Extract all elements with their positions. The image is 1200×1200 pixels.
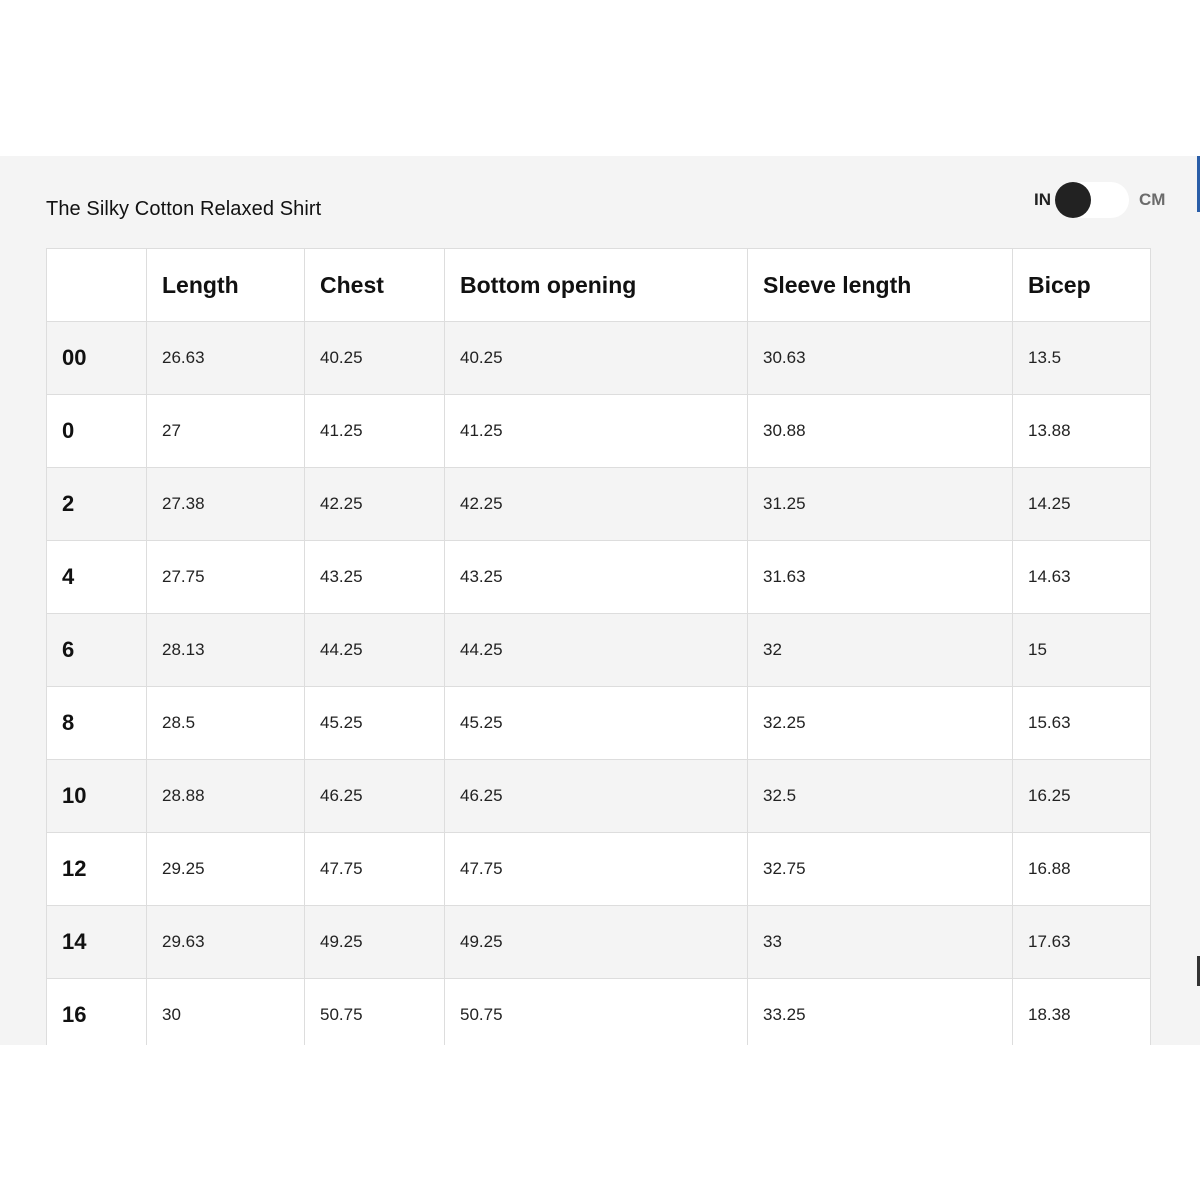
cell-size: 10 (47, 760, 147, 833)
cell-chest: 46.25 (305, 760, 445, 833)
table-body (47, 322, 1151, 1046)
cell-size: 00 (47, 322, 147, 395)
cell-sleeve-length: 32.25 (748, 687, 1013, 760)
cell-bicep: 17.63 (1013, 906, 1151, 979)
cell-bicep: 16.88 (1013, 833, 1151, 906)
header-length: Length (147, 249, 305, 322)
cell-size: 2 (47, 468, 147, 541)
table-row (47, 395, 1151, 468)
cell-bottom-opening: 47.75 (445, 833, 748, 906)
header-bottom-opening: Bottom opening (445, 249, 748, 322)
table-row (47, 541, 1151, 614)
cell-sleeve-length: 32 (748, 614, 1013, 687)
cell-bicep: 15.63 (1013, 687, 1151, 760)
cell-size: 4 (47, 541, 147, 614)
unit-label-in[interactable]: IN (1034, 190, 1051, 209)
cell-size: 6 (47, 614, 147, 687)
cell-bottom-opening: 45.25 (445, 687, 748, 760)
cell-length: 28.5 (147, 687, 305, 760)
cell-bicep: 13.88 (1013, 395, 1151, 468)
cell-bicep: 16.25 (1013, 760, 1151, 833)
unit-toggle[interactable] (1034, 182, 1165, 218)
cell-sleeve-length: 32.5 (748, 760, 1013, 833)
cell-sleeve-length: 32.75 (748, 833, 1013, 906)
cell-length: 26.63 (147, 322, 305, 395)
cell-chest: 47.75 (305, 833, 445, 906)
cell-chest: 40.25 (305, 322, 445, 395)
cell-size: 8 (47, 687, 147, 760)
unit-label-cm[interactable]: CM (1139, 190, 1166, 209)
table-row (47, 468, 1151, 541)
table-header-row (47, 249, 1151, 322)
unit-switch-knob[interactable] (1055, 182, 1091, 218)
table-row (47, 906, 1151, 979)
table-row (47, 322, 1151, 395)
size-chart-title: The Silky Cotton Relaxed Shirt (46, 198, 322, 220)
header-sleeve-length: Sleeve length (748, 249, 1013, 322)
cell-sleeve-length: 31.25 (748, 468, 1013, 541)
cell-chest: 41.25 (305, 395, 445, 468)
cell-length: 30 (147, 979, 305, 1046)
cell-length: 28.13 (147, 614, 305, 687)
cell-chest: 45.25 (305, 687, 445, 760)
cell-bottom-opening: 49.25 (445, 906, 748, 979)
cell-chest: 44.25 (305, 614, 445, 687)
cell-bottom-opening: 42.25 (445, 468, 748, 541)
cell-chest: 49.25 (305, 906, 445, 979)
cell-bicep: 14.63 (1013, 541, 1151, 614)
cell-bottom-opening: 43.25 (445, 541, 748, 614)
cell-length: 27.38 (147, 468, 305, 541)
cell-bottom-opening: 44.25 (445, 614, 748, 687)
cell-sleeve-length: 33 (748, 906, 1013, 979)
cell-length: 28.88 (147, 760, 305, 833)
size-table (46, 248, 1151, 1045)
table-row (47, 760, 1151, 833)
cell-sleeve-length: 30.63 (748, 322, 1013, 395)
cell-sleeve-length: 31.63 (748, 541, 1013, 614)
header-chest: Chest (305, 249, 445, 322)
cell-bicep: 13.5 (1013, 322, 1151, 395)
table-row (47, 614, 1151, 687)
unit-switch[interactable] (1051, 182, 1129, 218)
cell-size: 16 (47, 979, 147, 1046)
cell-sleeve-length: 30.88 (748, 395, 1013, 468)
header-size (47, 249, 147, 322)
cell-size: 14 (47, 906, 147, 979)
cell-size: 12 (47, 833, 147, 906)
header-bicep: Bicep (1013, 249, 1151, 322)
cell-bicep: 14.25 (1013, 468, 1151, 541)
table-row (47, 687, 1151, 760)
cell-length: 27.75 (147, 541, 305, 614)
cell-size: 0 (47, 395, 147, 468)
table-row (47, 833, 1151, 906)
cell-bottom-opening: 46.25 (445, 760, 748, 833)
cell-length: 27 (147, 395, 305, 468)
table-row (47, 979, 1151, 1046)
cell-bottom-opening: 41.25 (445, 395, 748, 468)
cell-bicep: 18.38 (1013, 979, 1151, 1046)
cell-chest: 50.75 (305, 979, 445, 1046)
cell-sleeve-length: 33.25 (748, 979, 1013, 1046)
size-chart-panel (0, 156, 1200, 1045)
cell-bicep: 15 (1013, 614, 1151, 687)
cell-bottom-opening: 50.75 (445, 979, 748, 1046)
cell-chest: 42.25 (305, 468, 445, 541)
cell-length: 29.25 (147, 833, 305, 906)
cell-chest: 43.25 (305, 541, 445, 614)
cell-length: 29.63 (147, 906, 305, 979)
cell-bottom-opening: 40.25 (445, 322, 748, 395)
